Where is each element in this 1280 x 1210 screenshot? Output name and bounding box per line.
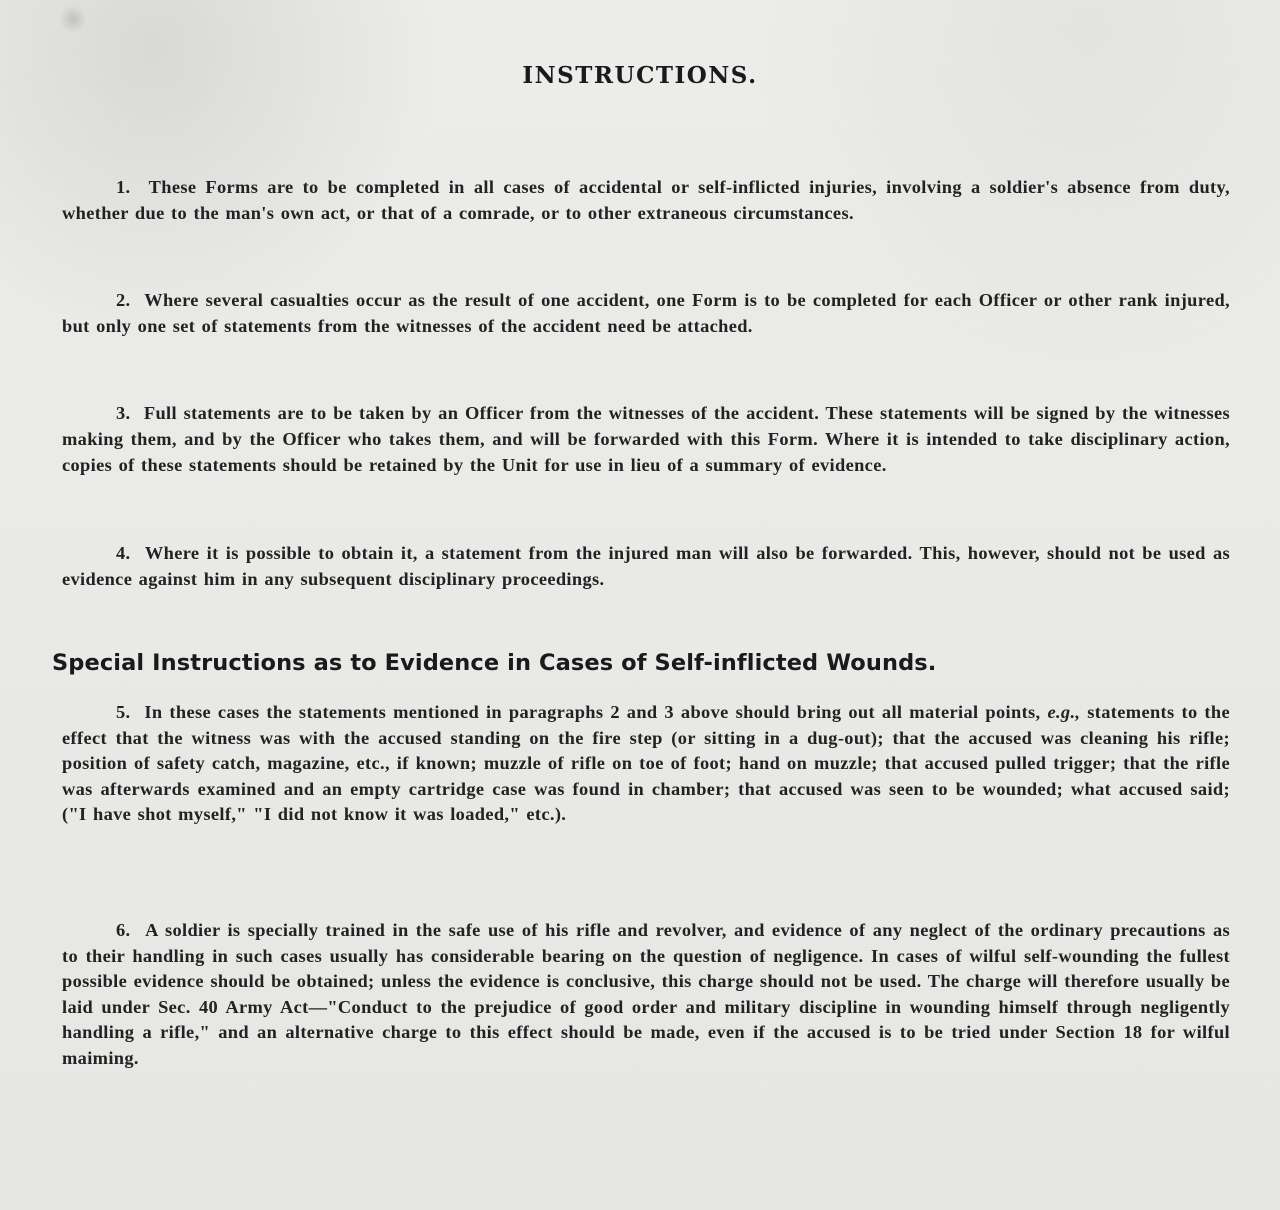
paragraph-number: 2. (116, 290, 131, 310)
paragraph-number: 3. (116, 403, 131, 423)
paragraph-number: 5. (116, 702, 131, 722)
paragraph-text: Full statements are to be taken by an Officer from the witnesses of the accident. These statements will be signed by the witnesses making them, and by the Officer who takes them, and will be forwarded with this Form. Where it is intended to take disciplinary action, copies of these statements should be retained by the Unit for use in lieu of a summary of evidence. (62, 403, 1230, 475)
paragraph-text: These Forms are to be completed in all cases of accidental or self-inflicted injuries, involving a soldier's absence from duty, whether due to the man's own act, or that of a comrade, or to other extraneous circumstances. (62, 177, 1230, 223)
paragraph-text-before: In these cases the statements mentioned in paragraphs 2 and 3 above should bring out all material points, (144, 702, 1041, 722)
paragraph-text: Where several casualties occur as the result of one accident, one Form is to be completed for each Officer or other rank injured, but only one set of statements from the witnesses of the accident need be attached. (62, 290, 1230, 336)
paragraph-number: 6. (116, 920, 131, 940)
instruction-paragraph-2 (62, 287, 1230, 339)
instruction-paragraph-1 (62, 174, 1230, 226)
ink-smudge (60, 4, 86, 34)
paragraph-text-after: statements to the effect that the witness was with the accused standing on the fire step (or sitting in a dug-out); that the accused was cleaning his rifle; position of safety catch, magazine, etc., if known; muzzle of rifle on toe of foot; hand on muzzle; that accused pulled trigger; that the rifle was afterwards examined and an empty cartridge case was found in chamber; that accused was seen to be wounded; what accused said; ("I have shot myself," "I did not know it was loaded," etc.). (62, 702, 1230, 824)
instruction-paragraph-4 (62, 540, 1230, 592)
paragraph-number: 4. (116, 543, 131, 563)
paragraph-number: 1. (116, 177, 131, 197)
paragraph-text: Where it is possible to obtain it, a statement from the injured man will also be forwarded. This, however, should not be used as evidence against him in any subsequent disciplinary proceedings. (62, 543, 1230, 589)
instruction-paragraph-6 (62, 918, 1230, 1071)
paragraph-emphasis: e.g., (1047, 702, 1081, 722)
paragraph-text: A soldier is specially trained in the safe use of his rifle and revolver, and evidence of any neglect of the ordinary precautions as to their handling in such cases usually has considerable bearing on the question of negligence. In cases of wilful self-wounding the fullest possible evidence should be obtained; unless the evidence is conclusive, this charge should not be used. The charge will therefore usually be laid under Sec. 40 Army Act—"Conduct to the prejudice of good order and military discipline in wounding himself through negligently handling a rifle," and an alternative charge to this effect should be made, even if the accused is to be tried under Section 18 for wilful maiming. (62, 920, 1231, 1068)
instruction-paragraph-3 (62, 400, 1230, 478)
special-instructions-heading: Special Instructions as to Evidence in Cases of Self-inflicted Wounds. (52, 650, 937, 676)
instruction-paragraph-5 (62, 700, 1230, 828)
page-title: INSTRUCTIONS. (522, 62, 758, 89)
